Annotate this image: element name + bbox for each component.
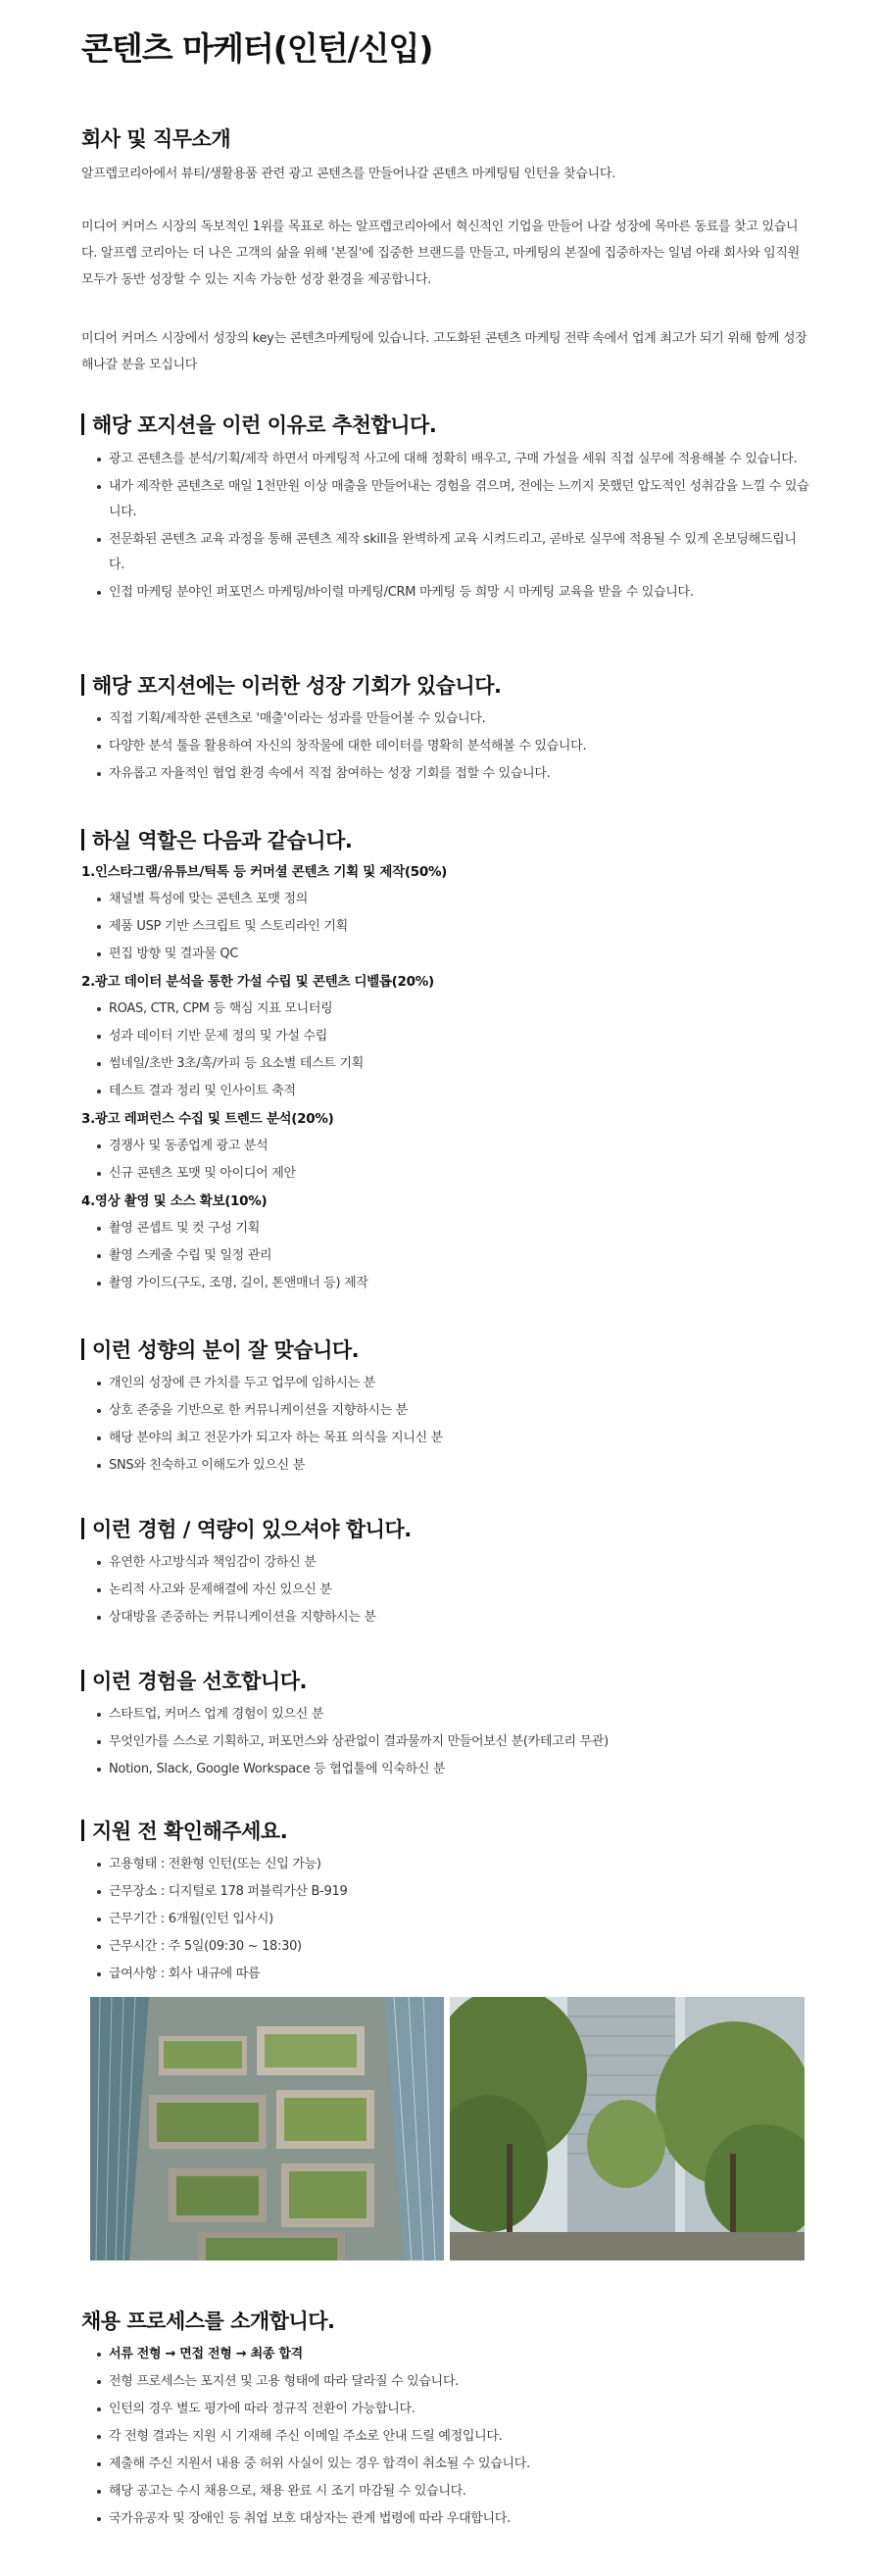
- list-item: 유연한 사고방식과 책임감이 강하신 분: [81, 1549, 811, 1577]
- role-group-list: [81, 1215, 811, 1297]
- preferred-list: [81, 1701, 811, 1783]
- list-item: 내가 제작한 콘텐츠로 매일 1천만원 이상 매출을 만들어내는 경험을 겪으며, 전에는 느끼지 못했던 압도적인 성취감을 느낄 수 있습니다.: [81, 473, 811, 526]
- list-item: 국가유공자 및 장애인 등 취업 보호 대상자는 관계 법령에 따라 우대합니다.: [81, 2505, 811, 2533]
- list-item: Notion, Slack, Google Workspace 등 협업툴에 익숙하신 분: [81, 1756, 811, 1783]
- process-heading: 채용 프로세스를 소개합니다.: [81, 2309, 335, 2333]
- requirements-list: [81, 1549, 811, 1631]
- heading-bar: [81, 1670, 84, 1691]
- checklist-heading: [81, 1816, 287, 1845]
- list-item: 상호 존중을 기반으로 한 커뮤니케이션을 지향하시는 분: [81, 1397, 811, 1425]
- list-item: 인접 마케팅 분야인 퍼포먼스 마케팅/바이럴 마케팅/CRM 마케팅 등 희망 시 마케팅 교육을 받을 수 있습니다.: [81, 579, 811, 607]
- list-item: 촬영 콘셉트 및 컷 구성 기획: [81, 1215, 811, 1242]
- list-item: 해당 분야의 최고 전문가가 되고자 하는 목표 의식을 지니신 분: [81, 1425, 811, 1452]
- list-item: 채널별 특성에 맞는 콘텐츠 포맷 정의: [81, 886, 811, 913]
- growth-heading: [81, 670, 501, 700]
- role-group-title: 3.광고 레퍼런스 수집 및 트렌드 분석(20%): [81, 1111, 334, 1127]
- list-item: 각 전형 결과는 지원 시 기재해 주신 이메일 주소로 안내 드릴 예정입니다.: [81, 2423, 811, 2451]
- fit-list: [81, 1370, 811, 1480]
- intro-paragraph-3: 미디어 커머스 시장에서 성장의 key는 콘텐츠마케팅에 있습니다. 고도화된 콘텐츠 마케팅 전략 속에서 업계 최고가 되기 위해 함께 성장해나갈 분을 모십니다: [81, 331, 807, 372]
- preferred-heading: [81, 1666, 307, 1695]
- list-item: 경쟁사 및 동종업계 광고 분석: [81, 1133, 811, 1160]
- checklist-list: [81, 1851, 811, 1988]
- list-item: 무엇인가를 스스로 기획하고, 퍼포먼스와 상관없이 결과물까지 만들어보신 분(카테고리 무관): [81, 1728, 811, 1756]
- list-item: 테스트 결과 정리 및 인사이트 축적: [81, 1078, 811, 1105]
- role-group-list: [81, 1133, 811, 1188]
- list-item: 성과 데이터 기반 문제 정의 및 가설 수립: [81, 1023, 811, 1050]
- list-item: 편집 방향 및 결과물 QC: [81, 941, 811, 968]
- list-item: 급여사항 : 회사 내규에 따름: [81, 1961, 811, 1988]
- list-item: 촬영 스케줄 수립 및 일정 관리: [81, 1242, 811, 1270]
- list-item: 촬영 가이드(구도, 조명, 길이, 톤앤매너 등) 제작: [81, 1270, 811, 1297]
- intro-paragraph-1: 알프렙코리아에서 뷰티/생활용품 관련 광고 콘텐츠를 만들어나갈 콘텐츠 마케팅팀 인턴을 찾습니다.: [81, 167, 615, 181]
- heading-bar: [81, 829, 84, 851]
- list-item: ROAS, CTR, CPM 등 핵심 지표 모니터링: [81, 996, 811, 1023]
- preferred-heading-text: 이런 경험을 선호합니다.: [92, 1670, 307, 1693]
- role-group-list: [81, 886, 811, 968]
- heading-bar: [81, 413, 84, 435]
- fit-heading: [81, 1335, 359, 1364]
- intro-paragraph-2: 미디어 커머스 시장의 독보적인 1위를 목표로 하는 알프렙코리아에서 혁신적인 기업을 만들어 나갈 성장에 목마른 동료를 찾고 있습니다. 알프렙 코리아는 더 나은 고객의 삶을 위해 '본질'에 집중한 브랜드를 만들고, 마케팅의 본질에 집중하자는 일념 아래 회사와 임직원 모두가 동반 성장할 수 있는 지속 가능한 성장 환경을 제공합니다.: [81, 219, 800, 287]
- list-item: 자유롭고 자율적인 협업 환경 속에서 직접 참여하는 성장 기회를 접할 수 있습니다.: [81, 760, 811, 788]
- list-item: 전문화된 콘텐츠 교육 과정을 통해 콘텐츠 제작 skill을 완벽하게 교육 시켜드리고, 곧바로 실무에 적용될 수 있게 온보딩해드립니다.: [81, 526, 811, 579]
- list-item: 인턴의 경우 별도 평가에 따라 정규직 전환이 가능합니다.: [81, 2396, 811, 2423]
- list-item: SNS와 친숙하고 이해도가 있으신 분: [81, 1452, 811, 1480]
- list-item: 서류 전형 → 면접 전형 → 최종 합격: [81, 2341, 811, 2368]
- list-item: 근무장소 : 디지털로 178 퍼블릭가산 B-919: [81, 1878, 811, 1906]
- checklist-heading-text: 지원 전 확인해주세요.: [92, 1820, 288, 1843]
- heading-bar: [81, 674, 84, 696]
- heading-bar: [81, 1820, 84, 1841]
- list-item: 근무시간 : 주 5일(09:30 ~ 18:30): [81, 1933, 811, 1961]
- recommend-list: [81, 446, 811, 607]
- role-group-title: 1.인스타그램/유튜브/틱톡 등 커머셜 콘텐츠 기획 및 제작(50%): [81, 864, 448, 880]
- recommend-heading-text: 해당 포지션을 이런 이유로 추천합니다.: [92, 413, 437, 437]
- page-title: 콘텐츠 마케터(인턴/신입): [81, 29, 433, 68]
- list-item: 개인의 성장에 큰 가치를 두고 업무에 임하시는 분: [81, 1370, 811, 1397]
- list-item: 논리적 사고와 문제해결에 자신 있으신 분: [81, 1577, 811, 1604]
- role-group-list: [81, 996, 811, 1105]
- office-building-photo: [90, 1997, 444, 2260]
- list-item: 전형 프로세스는 포지션 및 고용 형태에 따라 달라질 수 있습니다.: [81, 2368, 811, 2396]
- roles-heading: [81, 825, 352, 854]
- growth-list: [81, 705, 811, 788]
- list-item: 다양한 분석 툴을 활용하여 자신의 창작물에 대한 데이터를 명확히 분석해볼 수 있습니다.: [81, 733, 811, 760]
- office-garden-photo: [450, 1997, 805, 2260]
- process-list: [81, 2341, 811, 2533]
- fit-heading-text: 이런 성향의 분이 잘 맞습니다.: [92, 1338, 360, 1362]
- role-group-title: 2.광고 데이터 분석을 통한 가설 수립 및 콘텐츠 디벨롭(20%): [81, 974, 434, 990]
- heading-bar: [81, 1518, 84, 1539]
- list-item: 고용형태 : 전환형 인턴(또는 신입 가능): [81, 1851, 811, 1878]
- role-group-title: 4.영상 촬영 및 소스 확보(10%): [81, 1193, 268, 1209]
- recommend-heading: [81, 410, 436, 439]
- list-item: 스타트업, 커머스 업계 경험이 있으신 분: [81, 1701, 811, 1728]
- intro-heading: 회사 및 직무소개: [81, 127, 231, 151]
- list-item: 상대방을 존중하는 커뮤니케이션을 지향하시는 분: [81, 1604, 811, 1631]
- requirements-heading: [81, 1514, 412, 1543]
- heading-bar: [81, 1338, 84, 1360]
- requirements-heading-text: 이런 경험 / 역량이 있으셔야 합니다.: [92, 1518, 412, 1541]
- list-item: 해당 공고는 수시 채용으로, 채용 완료 시 조기 마감될 수 있습니다.: [81, 2478, 811, 2505]
- list-item: 신규 콘텐츠 포맷 및 아이디어 제안: [81, 1160, 811, 1188]
- list-item: 직접 기획/제작한 콘텐츠로 '매출'이라는 성과를 만들어볼 수 있습니다.: [81, 705, 811, 733]
- growth-heading-text: 해당 포지션에는 이러한 성장 기회가 있습니다.: [92, 674, 502, 698]
- list-item: 광고 콘텐츠를 분석/기획/제작 하면서 마케팅적 사고에 대해 정확히 배우고, 구매 가설을 세워 직접 실무에 적용해볼 수 있습니다.: [81, 446, 811, 473]
- list-item: 근무기간 : 6개월(인턴 입사시): [81, 1906, 811, 1933]
- roles-heading-text: 하실 역할은 다음과 같습니다.: [92, 829, 353, 852]
- list-item: 제출해 주신 지원서 내용 중 허위 사실이 있는 경우 합격이 취소될 수 있습니다.: [81, 2451, 811, 2478]
- list-item: 썸네일/초반 3초/훅/카피 등 요소별 테스트 기획: [81, 1050, 811, 1078]
- list-item: 제품 USP 기반 스크립트 및 스토리라인 기획: [81, 913, 811, 941]
